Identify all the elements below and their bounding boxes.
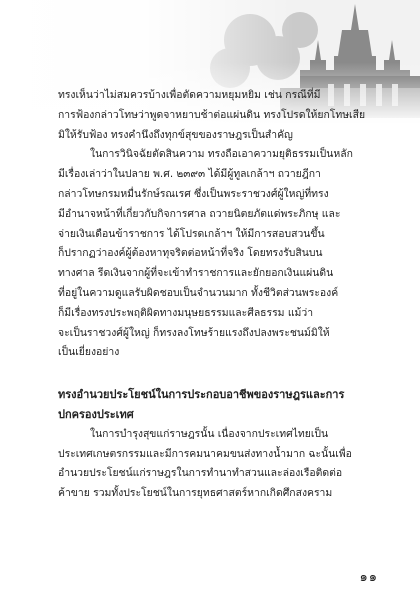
text-line: มีเรื่องเล่าว่าในปลาย พ.ศ. ๒๓๙๓ ได้มีผู้ทูลเกล้าฯ ถวายฎีกา	[58, 168, 321, 181]
text-line: การฟ้องกล่าวโทษว่าพูดจาหยาบช้าต่อแผ่นดิน ทรงโปรดให้ยกโทษเสีย	[58, 108, 366, 121]
text-line: ค้าขาย รวมทั้งประโยชน์ในการยุทธศาสตร์หากเกิดศึกสงคราม	[58, 487, 333, 500]
paragraph	[58, 145, 378, 363]
heading-line: ปกครองประเทศ	[58, 407, 134, 421]
text-line: ในการวินิจฉัยตัดสินความ ทรงถือเอาความยุติธรรมเป็นหลัก	[90, 148, 353, 161]
text-line: ก็มีเรื่องทรงประพฤติผิดทางมนุษยธรรมและศีลธรรม แม้ว่า	[58, 306, 314, 319]
paragraph	[58, 425, 378, 504]
paragraph	[58, 86, 378, 145]
text-line: กล่าวโทษกรมหมื่นรักษ์รณเรศ ซึ่งเป็นพระราชวงศ์ผู้ใหญ่ที่ทรง	[58, 187, 329, 200]
text-line: เป็นเยี่ยงอย่าง	[58, 346, 120, 359]
text-line: มีอำนาจหน้าที่เกี่ยวกับกิจการศาล ถวายนิตยภัตแด่พระภิกษุ และ	[58, 207, 341, 220]
text-line: ที่อยู่ในความดูแลรับผิดชอบเป็นจำนวนมาก ทั้งชีวิตส่วนพระองค์	[58, 286, 339, 299]
section-heading	[58, 385, 378, 425]
text-line: มิให้รับฟ้อง ทรงคำนึงถึงทุกข์สุขของราษฎรเป็นสำคัญ	[58, 128, 293, 141]
text-line: ในการบำรุงสุขแก่ราษฎรนั้น เนื่องจากประเทศไทยเป็น	[90, 427, 329, 440]
text-line: ก็ปรากฏว่าองค์ผู้ต้องหาทุจริตต่อหน้าที่จริง โดยทรงรับสินบน	[58, 247, 323, 260]
heading-line: ทรงอำนวยประโยชน์ในการประกอบอาชีพของราษฎรและการ	[58, 388, 345, 402]
text-line: ทรงเห็นว่าไม่สมควรบ้างเพื่อตัดความหยุมหยิม เช่น กรณีที่มี	[58, 89, 321, 101]
text-line: จะเป็นราชวงศ์ผู้ใหญ่ ก็ทรงลงโทษร้ายแรงถึงปลงพระชนม์มิให้	[58, 326, 330, 339]
text-line: ประเทศเกษตรกรรมและมีการคมนาคมขนส่งทางน้ำมาก ฉะนั้นเพื่อ	[58, 447, 352, 460]
text-line: จ่ายเงินเดือนข้าราชการ ได้โปรดเกล้าฯ ให้มีการสอบสวนขึ้น	[58, 227, 325, 240]
text-line: ทางศาล รีดเงินจากผู้ที่จะเข้าทำราชการและยักยอกเงินแผ่นดิน	[58, 267, 334, 280]
page-number: ๑๑	[359, 570, 378, 585]
text-line: อำนวยประโยชน์แก่ราษฎรในการทำนาทำสวนและล่องเรือติดต่อ	[58, 467, 343, 480]
page-body	[58, 86, 378, 504]
